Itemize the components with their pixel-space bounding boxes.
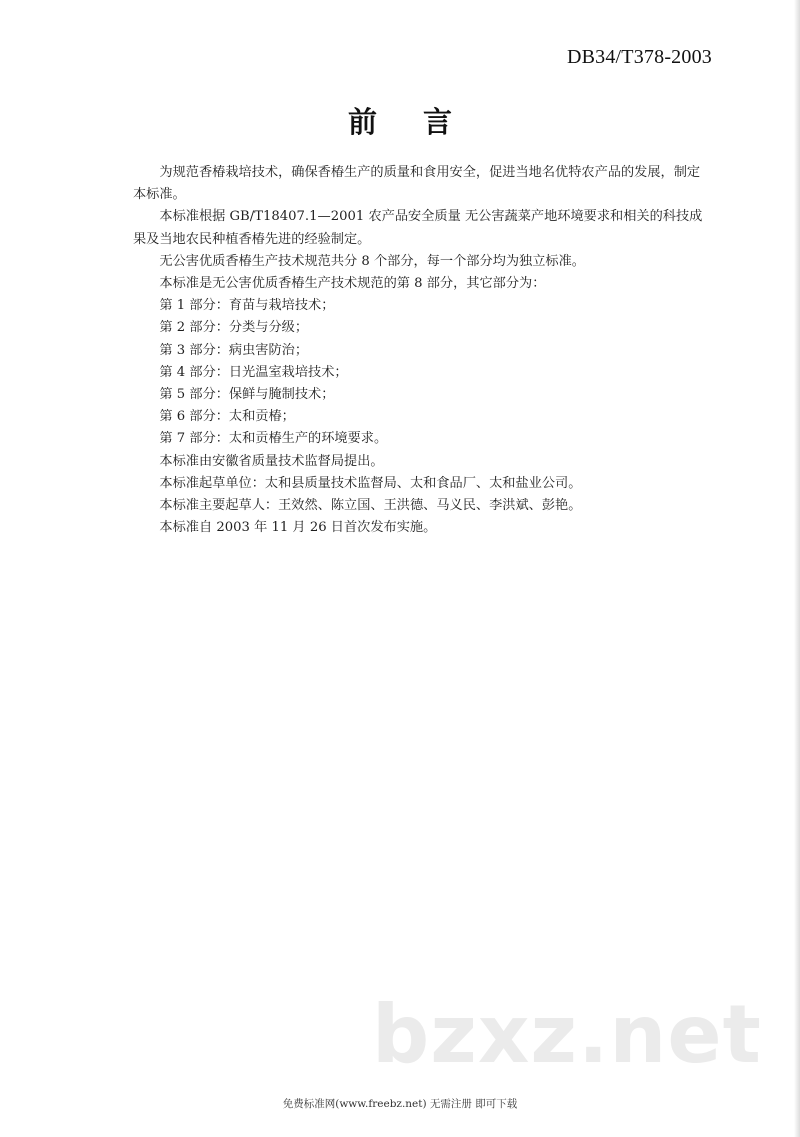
paragraph: 无公害优质香椿生产技术规范共分 8 个部分，每一个部分均为独立标准。 [159, 253, 585, 269]
part-list-item: 第 6 部分：太和贡椿； [159, 409, 295, 425]
paragraph: 本标准自 2003 年 11 月 26 日首次发布实施。 [159, 520, 437, 536]
part-list-item: 第 2 部分：分类与分级； [159, 320, 309, 336]
part-list-item: 第 7 部分：太和贡椿生产的环境要求。 [159, 431, 388, 447]
paragraph: 本标准是无公害优质香椿生产技术规范的第 8 部分，其它部分为： [159, 276, 546, 292]
paragraph: 本标准主要起草人：王效然、陈立国、王洪德、马义民、李洪斌、彭艳。 [159, 498, 582, 514]
part-list-item: 第 4 部分：日光温室栽培技术； [159, 364, 348, 380]
part-list-item: 第 1 部分：育苗与栽培技术； [159, 298, 335, 314]
paragraph: 本标准起草单位：太和县质量技术监督局、太和食品厂、太和盐业公司。 [159, 475, 582, 491]
part-list-item: 第 3 部分：病虫害防治； [159, 342, 309, 358]
paragraph: 本标准根据 GB/T18407.1—2001 农产品安全质量 无公害蔬菜产地环境要求和相关的科技成果及当地农民种植香椿先进的经验制定。 [133, 209, 703, 247]
page-title: 前 言 [347, 105, 471, 139]
paragraph: 为规范香椿栽培技术，确保香椿生产的质量和食用安全，促进当地名优特农产品的发展，制定本标准。 [133, 165, 701, 203]
paragraph: 本标准由安徽省质量技术监督局提出。 [159, 453, 384, 469]
page-edge-shadow [794, 0, 800, 1137]
page-footer: 免费标准网(www.freebz.net) 无需注册 即可下载 [282, 1098, 518, 1110]
foreword-body [133, 162, 713, 539]
site-watermark: bzxz.net [372, 988, 762, 1081]
part-list-item: 第 5 部分：保鲜与腌制技术； [159, 387, 335, 403]
standard-code: DB34/T378-2003 [566, 46, 712, 68]
